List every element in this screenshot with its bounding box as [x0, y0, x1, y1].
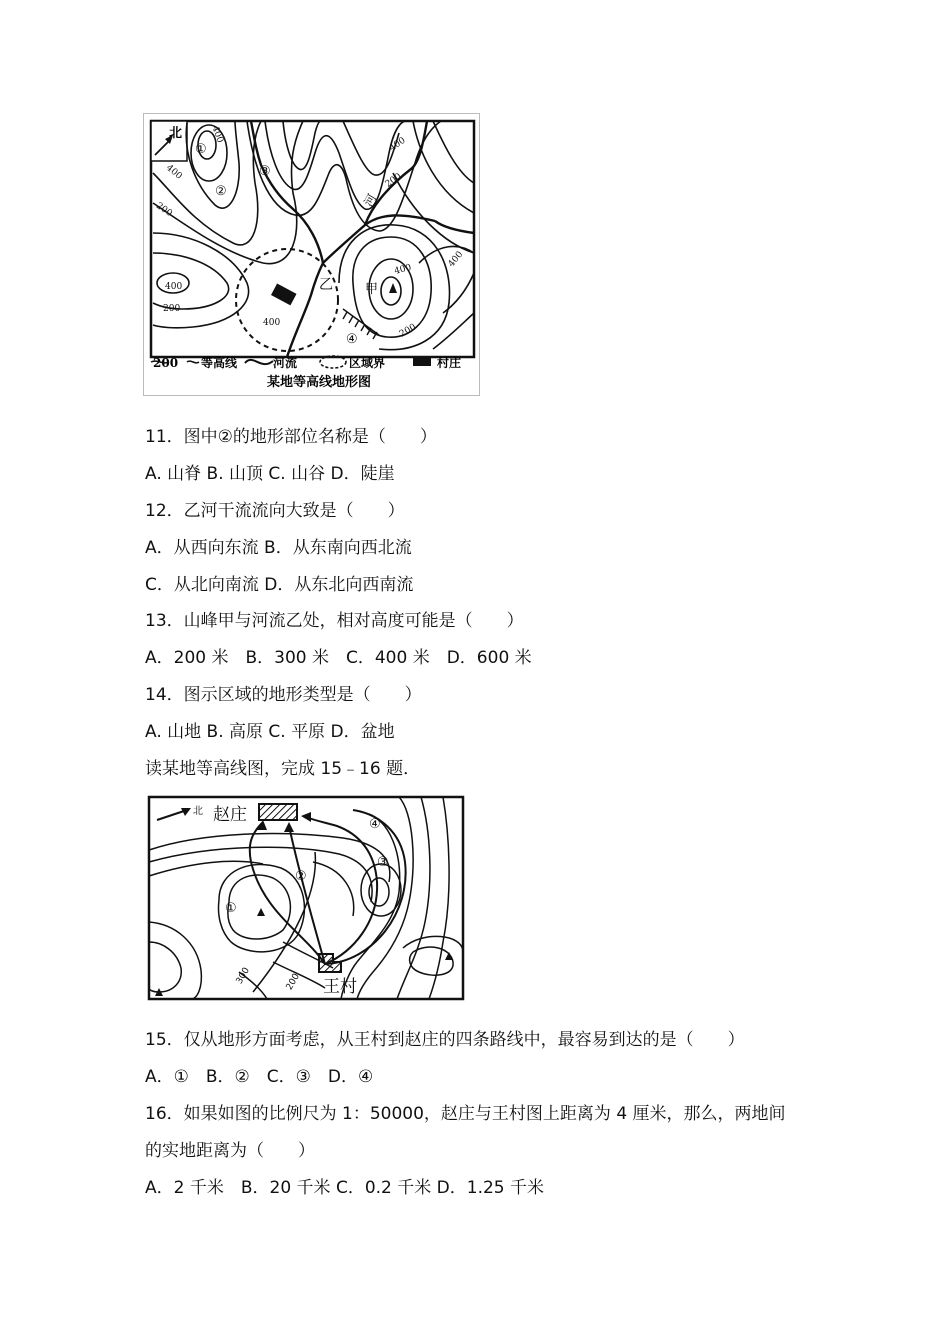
q16-stem-2: 的实地距离为（ ）: [145, 1141, 315, 1161]
q13-options: A．200 米 B．300 米 C．400 米 D．600 米: [145, 648, 532, 668]
north-label: 北: [169, 126, 183, 141]
label-jia: 甲: [365, 282, 379, 297]
village-zhao-label: 赵庄: [213, 805, 247, 825]
figure-contour-map-1: [143, 113, 480, 396]
label-circle-1: ①: [195, 142, 207, 157]
contour-label: 200: [163, 304, 181, 314]
contour-label: 400: [164, 163, 184, 182]
q12-stem: 12．乙河干流流向大致是（ ）: [145, 501, 405, 521]
q15-stem: 15．仅从地形方面考虑，从王村到赵庄的四条路线中，最容易到达的是（ ）: [145, 1030, 745, 1050]
contour-label: 400: [165, 282, 183, 292]
contour-label: 200: [154, 200, 174, 220]
legend-region-text: 区域界: [349, 356, 386, 370]
route-label-3: ③: [377, 855, 389, 870]
contour-label: 400: [387, 135, 408, 154]
legend-contour-value: 200: [153, 356, 179, 370]
q14-options: A. 山地 B. 高原 C. 平原 D．盆地: [145, 722, 395, 742]
legend-river-text: 河流: [273, 356, 298, 370]
route-label-4: ④: [369, 817, 381, 832]
q16-stem-1: 16．如果如图的比例尺为 1：50000，赵庄与王村图上距离为 4 厘米，那么，两地间: [145, 1104, 786, 1124]
contour-label-300: 300: [234, 966, 252, 986]
label-yi: 乙: [319, 277, 333, 293]
q11-options: A. 山脊 B. 山顶 C. 山谷 D．陡崖: [145, 464, 395, 484]
contour-map-1-svg: [143, 113, 480, 396]
village-zhao-marker: [259, 804, 297, 820]
legend-contour-text: 等高线: [201, 356, 238, 370]
q16-options: A．2 千米 B．20 千米 C．0.2 千米 D．1.25 千米: [145, 1178, 545, 1198]
q12-options-2: C．从北向南流 D．从东北向西南流: [145, 575, 414, 595]
figure1-caption: 某地等高线地形图: [267, 375, 372, 390]
q15-options: A．① B．② C．③ D．④: [145, 1067, 374, 1087]
route-label-1: ①: [225, 901, 237, 916]
village-wang-label: 王村: [323, 977, 357, 997]
contour-label: 200: [398, 322, 418, 340]
section-intro: 读某地等高线图，完成 15﹣16 题．: [145, 759, 421, 779]
q13-stem: 13．山峰甲与河流乙处，相对高度可能是（ ）: [145, 611, 524, 631]
route-label-2: ②: [295, 869, 307, 884]
legend-village-text: 村庄: [437, 356, 462, 370]
q12-options-1: A．从西向东流 B．从东南向西北流: [145, 538, 412, 558]
contour-label: 400: [446, 249, 466, 270]
label-circle-4: ④: [346, 332, 358, 347]
contour-map-2-svg: [143, 792, 468, 1004]
contour-label: 400: [393, 262, 413, 277]
contour-label-200: 200: [284, 972, 302, 992]
contour-label: 200: [383, 171, 404, 190]
q14-stem: 14．图示区域的地形类型是（ ）: [145, 685, 422, 705]
label-circle-2: ②: [215, 184, 227, 199]
q11-stem: 11．图中②的地形部位名称是（ ）: [145, 427, 437, 447]
figure-contour-map-2: [143, 792, 468, 1004]
label-river: 河: [361, 191, 380, 209]
label-circle-3: ③: [259, 164, 271, 179]
north-label-2: 北: [193, 806, 203, 817]
contour-label: 400: [263, 318, 281, 328]
contour-label: 400: [209, 124, 225, 145]
